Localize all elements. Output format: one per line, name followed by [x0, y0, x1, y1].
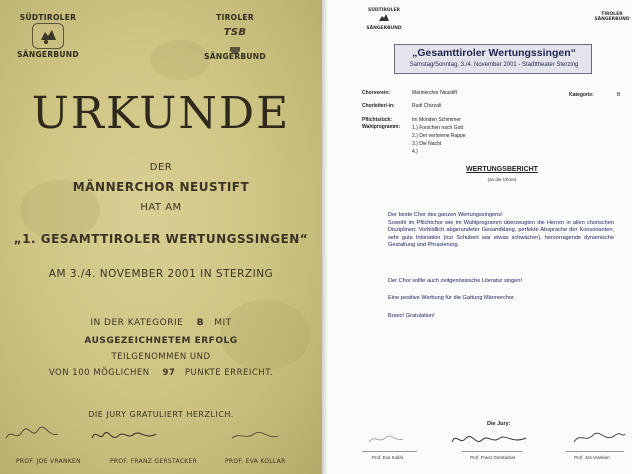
category-prefix: IN DER KATEGORIE: [90, 318, 184, 328]
event-banner: [394, 44, 592, 74]
report-signature-1: [367, 432, 407, 448]
points-suffix: PUNKTE ERREICHT.: [184, 368, 274, 378]
logo-left-bottom: SÄNGERBUND: [17, 50, 79, 59]
chorverein-label: Chorverein:: [362, 90, 391, 96]
logo-right-top: TIROLER: [216, 13, 254, 22]
sangerbund-emblem-icon: [377, 13, 391, 23]
report-signature-2: [450, 430, 530, 446]
report-logo-line-1: SÜDTIROLER: [367, 8, 401, 13]
report-paragraph-1: Der beste Chor des ganzen Wertungssingens!: [388, 212, 503, 218]
category-suffix: MIT: [214, 318, 232, 328]
report-signature-name-1: Prof. Eva Kollár: [372, 455, 404, 460]
report-logo-right-line-1: TIROLER: [601, 12, 623, 17]
choir-name: MÄNNERCHOR NEUSTIFT: [72, 180, 250, 194]
report-paragraph-2: Sowohl im Pflichtchor wie im Wahlprogramm überzeugten die Herren in allen chorischen Disziplinen: Vorbildlich abgerundeter Gesamtklang, perfekte Absprache der Konsonanten, sehr gute Intonation (nur Schubert war etwas schwächer), hervorragende dynamische Gestaltung und Phrasierung.: [388, 220, 614, 249]
signature-3: [230, 428, 280, 444]
report-logo-right: [594, 12, 630, 23]
evaluation-report: [322, 0, 632, 474]
page-shadow: [322, 0, 328, 474]
jury-label: Die Jury:: [487, 421, 511, 427]
signature-name-3: PROF. EVA KOLLAR: [225, 458, 286, 465]
signature-line-2: [462, 451, 522, 452]
report-signature-3: [572, 428, 627, 444]
date-place: AM 3./4. NOVEMBER 2001 IN STERZING: [48, 268, 274, 280]
kategorie-label: Kategorie:: [569, 92, 594, 98]
report-subtitle: (an die Chöre): [487, 177, 517, 182]
participated: TEILGENOMMEN UND: [111, 352, 211, 362]
chorverein-value: Männerchor Neustift: [412, 90, 458, 96]
signature-1: [4, 424, 64, 440]
report-paragraph-3: Der Chor sollte auch zeitgenössische Literatur singen!: [388, 278, 523, 284]
logo-left-top: SÜDTIROLER: [19, 13, 77, 22]
signature-name-1: PROF. JOE VRANKEN: [16, 458, 81, 465]
report-signature-name-2: Prof. Franz Gerstacker: [470, 455, 516, 460]
signature-line-1: [362, 451, 417, 452]
points-line: [0, 368, 322, 378]
chorleiter-label: Chorleiter/-in:: [362, 103, 395, 109]
certificate-title: URKUNDE: [31, 88, 291, 139]
points-prefix: VON 100 MÖGLICHEN: [48, 368, 150, 378]
chorleiter-value: Rudi Chizzali: [412, 103, 442, 109]
report-logo-right-line-2: SÄNGERBUND: [594, 17, 630, 23]
points-value: 97: [162, 368, 176, 378]
report-title: WERTUNGSBERICHT: [466, 166, 538, 173]
wahl-item-2: 2.) Der verlorene Rappe: [412, 133, 466, 139]
report-signature-name-3: Prof. Jos Vranken: [574, 455, 610, 460]
wahl-item-4: 4.): [412, 149, 418, 155]
signature-name-2: PROF. FRANZ GERSTACKER: [110, 458, 198, 465]
report-logo-line-2: SÄNGERBUND: [366, 25, 402, 31]
report-paragraph-5: Bravo! Gratulation!: [388, 313, 435, 319]
wahl-item-1: 1.) Forschen nach Gott: [412, 125, 464, 131]
jury-line: DIE JURY GRATULIERT HERZLICH.: [88, 410, 234, 419]
shield-icon: [230, 40, 240, 48]
line-der: DER: [149, 162, 173, 173]
signature-line-3: [566, 451, 624, 452]
sangerbund-emblem-icon: [32, 23, 64, 49]
signature-2: [90, 426, 160, 442]
pflichtstueck-label: Pflichtstück:: [362, 117, 393, 123]
wahl-item-3: 3.) Die Nacht: [412, 141, 442, 147]
report-paragraph-4: Eine positive Werbung für die Gattung Männerchor.: [388, 295, 516, 301]
result: AUSGEZEICHNETEM ERFOLG: [84, 336, 238, 346]
wahlprogramm-label: Wahlprogramm:: [362, 124, 401, 130]
kategorie-value: B: [617, 92, 621, 98]
banner-subtitle: Samstag/Sonntag, 3./4. November 2001 - Stadttheater Sterzing: [409, 62, 579, 68]
pflichtstueck-value: Im Monden Schimmer: [412, 117, 461, 123]
line-hat-am: HAT AM: [140, 202, 182, 213]
logo-right-bottom: SÄNGERBUND: [204, 52, 266, 61]
category-line: [0, 318, 322, 328]
event-name: „1. GESAMTTIROLER WERTUNGSSINGEN“: [13, 232, 309, 246]
report-logo-left: [364, 8, 404, 31]
category-value: B: [196, 318, 205, 328]
banner-title: „Gesamttiroler Wertungssingen“: [412, 47, 576, 59]
tsb-logo-mark: TSB: [223, 27, 247, 38]
